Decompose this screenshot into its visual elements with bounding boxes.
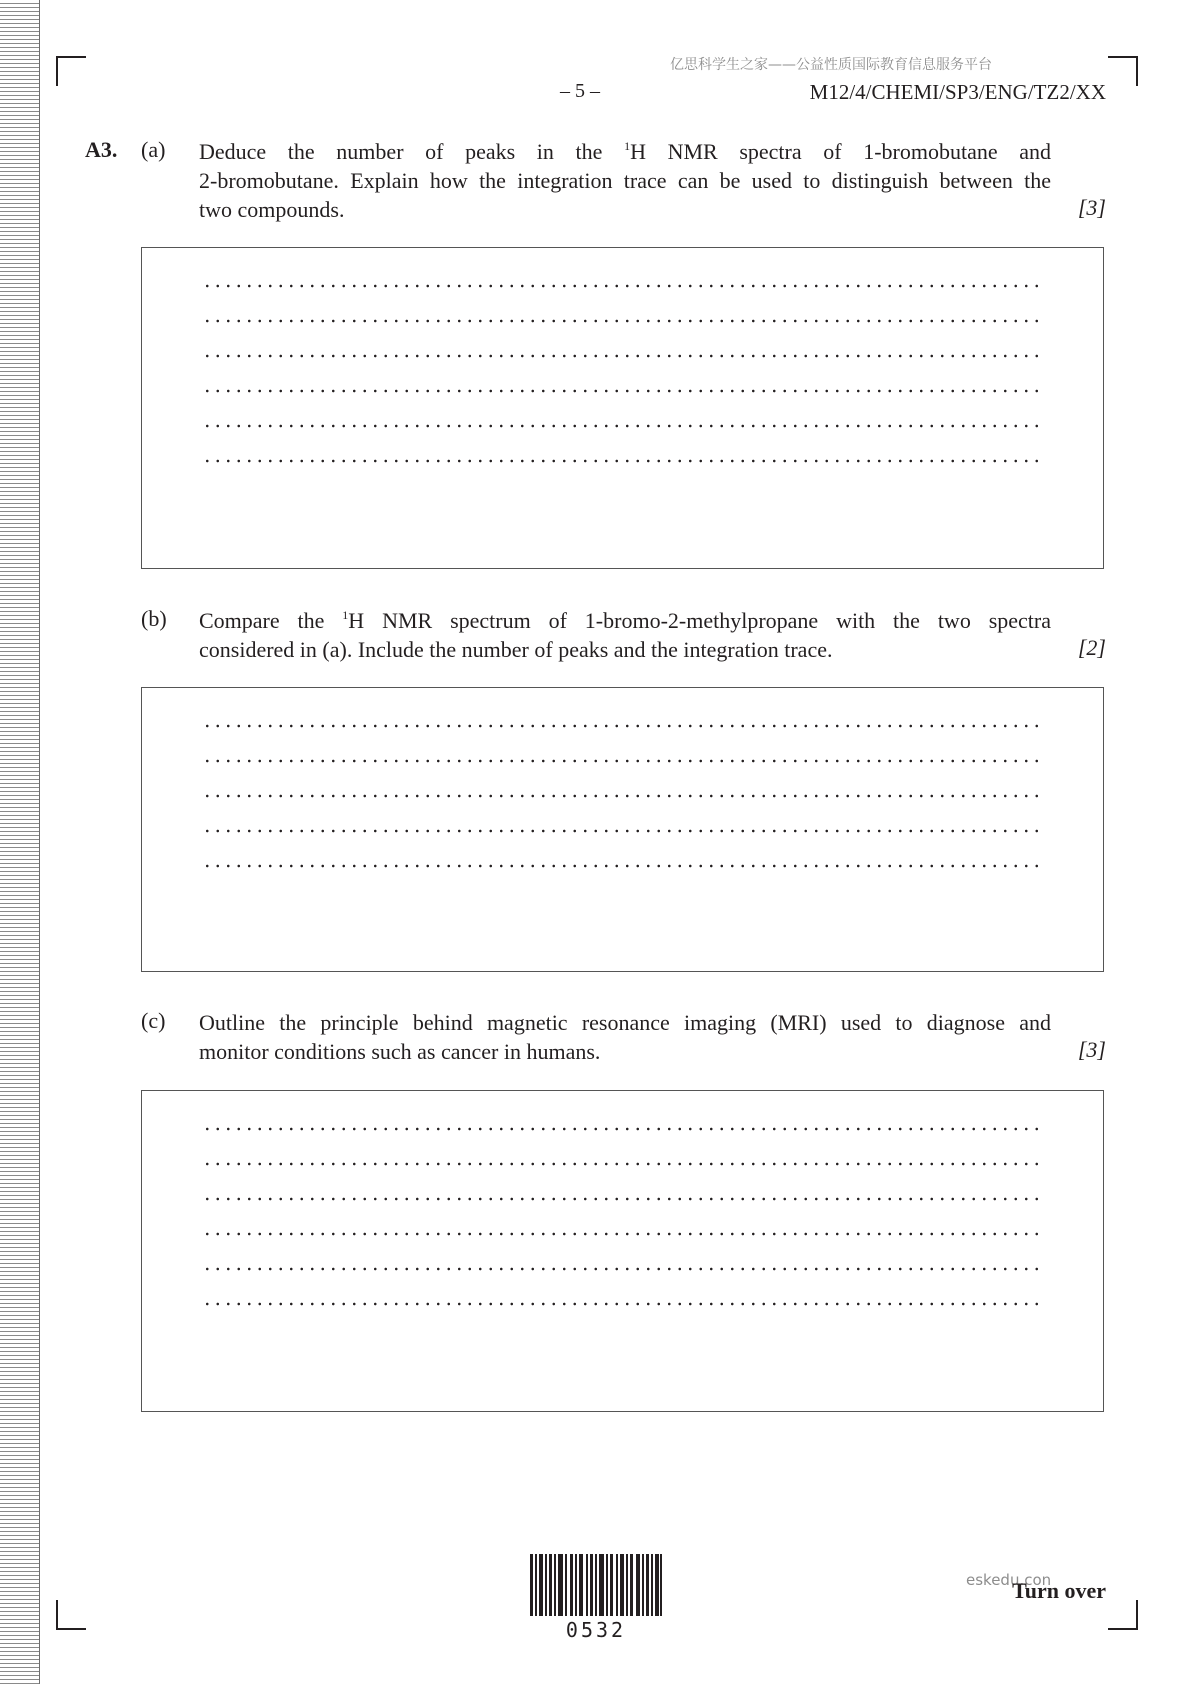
- answer-dotted-line: [202, 1302, 1044, 1306]
- answer-dotted-line: [202, 1197, 1044, 1201]
- part-b-answer-box[interactable]: [141, 687, 1104, 972]
- part-c-marks: [3]: [1077, 1037, 1106, 1062]
- answer-dotted-line: [202, 424, 1044, 428]
- part-c-label: (c): [141, 1008, 166, 1033]
- page-number: – 5 –: [560, 80, 600, 102]
- part-a-line-2: 2-bromobutane. Explain how the integration trace can be used to distinguish between the: [199, 168, 1051, 193]
- answer-dotted-line: [202, 759, 1044, 763]
- part-a-line-3: two compounds.: [199, 197, 345, 222]
- part-b-label: (b): [141, 606, 167, 631]
- part-a-label: (a): [141, 137, 166, 162]
- part-b-marks: [2]: [1077, 635, 1106, 660]
- part-c-line-1: Outline the principle behind magnetic resonance imaging (MRI) used to diagnose and: [199, 1010, 1051, 1035]
- part-b-question-text: [199, 606, 1051, 664]
- answer-dotted-line: [202, 724, 1044, 728]
- binding-margin-edge: [39, 0, 40, 1684]
- part-a-marks: [3]: [1077, 195, 1106, 220]
- answer-dotted-line: [202, 459, 1044, 463]
- part-c-question-text: [199, 1008, 1051, 1066]
- crop-mark-bottom-left: [56, 1600, 86, 1630]
- barcode-icon: [530, 1554, 662, 1616]
- answer-dotted-line: [202, 1267, 1044, 1271]
- paper-code: M12/4/CHEMI/SP3/ENG/TZ2/XX: [809, 80, 1106, 104]
- part-a-answer-box[interactable]: [141, 247, 1104, 569]
- superscript-1: 1: [342, 608, 349, 622]
- part-a-question-text: [199, 137, 1051, 224]
- crop-mark-top-right: [1108, 56, 1138, 86]
- answer-dotted-line: [202, 794, 1044, 798]
- answer-dotted-line: [202, 354, 1044, 358]
- answer-dotted-line: [202, 319, 1044, 323]
- answer-dotted-line: [202, 829, 1044, 833]
- crop-mark-top-left: [56, 56, 86, 86]
- superscript-1: 1: [624, 139, 631, 153]
- question-number: A3.: [85, 137, 118, 162]
- answer-dotted-line: [202, 1127, 1044, 1131]
- part-a-line-1: Deduce the number of peaks in the $^1$H NMR spectra of 1-bromobutane and: [199, 139, 1051, 164]
- part-b-line-2: considered in (a). Include the number of peaks and the integration trace.: [199, 637, 833, 662]
- footer-watermark: eskedu.con: [966, 1571, 1052, 1589]
- part-b-line-1: Compare the $^1$H NMR spectrum of 1-bromo-2-methylpropane with the two spectra: [199, 608, 1051, 633]
- answer-dotted-line: [202, 284, 1044, 288]
- binding-margin-pattern: [0, 0, 40, 1684]
- barcode-number: 0532: [565, 1618, 627, 1642]
- answer-dotted-line: [202, 864, 1044, 868]
- answer-dotted-line: [202, 1162, 1044, 1166]
- answer-dotted-line: [202, 1232, 1044, 1236]
- turn-over-label: Turn over: [1012, 1578, 1106, 1603]
- header-watermark: 亿思科学生之家——公益性质国际教育信息服务平台: [670, 57, 992, 73]
- crop-mark-bottom-right: [1108, 1600, 1138, 1630]
- part-c-line-2: monitor conditions such as cancer in humans.: [199, 1039, 601, 1064]
- answer-dotted-line: [202, 389, 1044, 393]
- part-c-answer-box[interactable]: [141, 1090, 1104, 1412]
